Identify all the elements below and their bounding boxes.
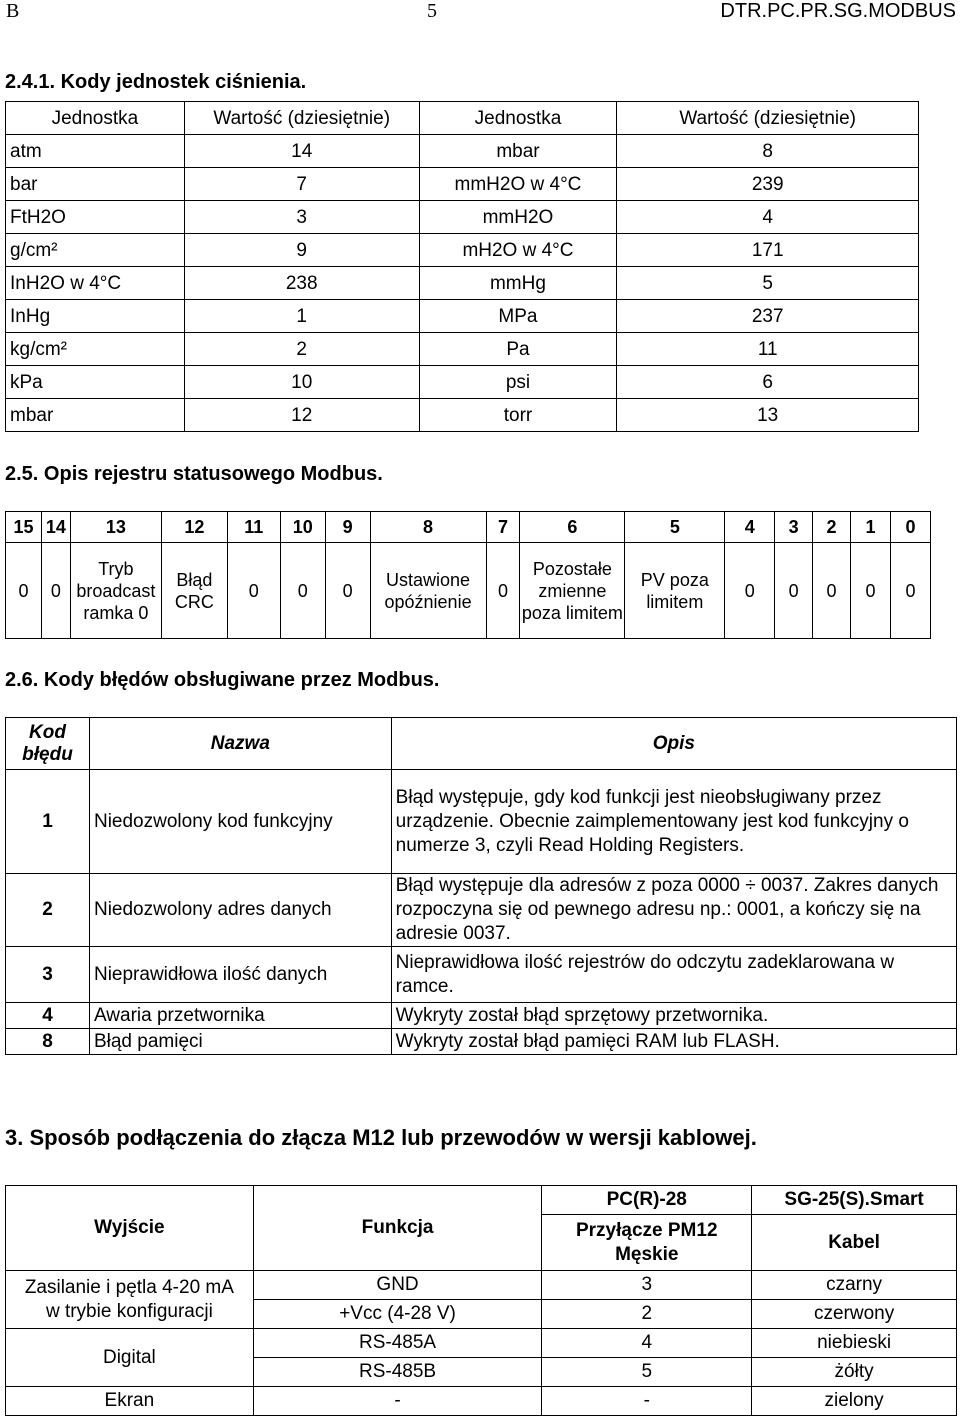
table-row <box>6 168 919 201</box>
error-code: 1 <box>6 770 90 874</box>
unit-cell: mbar <box>6 399 185 432</box>
function-cell: RS-485B <box>253 1358 542 1387</box>
table-row <box>6 874 957 947</box>
unit-cell: mmH2O <box>419 201 617 234</box>
bit-number: 14 <box>41 512 70 543</box>
value-cell: 239 <box>617 168 919 201</box>
value-cell: 10 <box>184 366 419 399</box>
value-cell: 6 <box>617 366 919 399</box>
col-header-name: Nazwa <box>89 718 391 770</box>
bit-value: Błąd CRC <box>161 543 227 639</box>
section-title-2-5: 2.5. Opis rejestru statusowego Modbus. <box>5 463 383 485</box>
status-register-table <box>5 511 931 639</box>
function-cell: GND <box>253 1271 542 1300</box>
unit-cell: psi <box>419 366 617 399</box>
col-header-output: Wyjście <box>6 1186 254 1271</box>
m12-connection-table <box>5 1185 957 1416</box>
value-cell: 171 <box>617 234 919 267</box>
bit-value: 0 <box>725 543 775 639</box>
pin-cell: 3 <box>542 1271 752 1300</box>
bit-number: 9 <box>325 512 370 543</box>
value-cell: 3 <box>184 201 419 234</box>
value-cell: 11 <box>617 333 919 366</box>
value-cell: 238 <box>184 267 419 300</box>
bit-number: 12 <box>161 512 227 543</box>
error-name: Błąd pamięci <box>89 1029 391 1055</box>
bit-value: 0 <box>280 543 325 639</box>
pin-cell: 5 <box>542 1358 752 1387</box>
table-row <box>6 333 919 366</box>
group-digital: Digital <box>6 1329 254 1387</box>
error-name: Nieprawidłowa ilość danych <box>89 947 391 1003</box>
cable-cell: zielony <box>752 1387 957 1416</box>
col-header-sg: SG-25(S).Smart <box>752 1186 957 1215</box>
unit-cell: kPa <box>6 366 185 399</box>
unit-cell: kg/cm² <box>6 333 185 366</box>
bit-number: 3 <box>775 512 813 543</box>
bit-number: 8 <box>370 512 486 543</box>
table-row <box>6 135 919 168</box>
cable-cell: niebieski <box>752 1329 957 1358</box>
unit-cell: mmHg <box>419 267 617 300</box>
error-description: Nieprawidłowa ilość rejestrów do odczytu zadeklarowana w ramce. <box>391 947 956 1003</box>
value-cell: 2 <box>184 333 419 366</box>
col-header: Jednostka <box>6 102 185 135</box>
col-header: Wartość (dziesiętnie) <box>617 102 919 135</box>
table-row <box>6 770 957 874</box>
bit-value: PV poza limitem <box>625 543 725 639</box>
value-cell: 237 <box>617 300 919 333</box>
bit-value: 0 <box>227 543 280 639</box>
bit-value: 0 <box>6 543 42 639</box>
bit-value: 0 <box>41 543 70 639</box>
cable-cell: czarny <box>752 1271 957 1300</box>
unit-cell: MPa <box>419 300 617 333</box>
value-cell: 5 <box>617 267 919 300</box>
bit-number: 13 <box>70 512 161 543</box>
bit-number: 5 <box>625 512 725 543</box>
value-cell: 1 <box>184 300 419 333</box>
error-description: Wykryty został błąd sprzętowy przetwornika. <box>391 1003 956 1029</box>
bit-number: 2 <box>813 512 851 543</box>
document-code: DTR.PC.PR.SG.MODBUS <box>720 0 956 22</box>
unit-cell: g/cm² <box>6 234 185 267</box>
unit-cell: torr <box>419 399 617 432</box>
bit-value: 0 <box>813 543 851 639</box>
bit-number: 4 <box>725 512 775 543</box>
col-subheader-pc: Przyłącze PM12 Męskie <box>542 1215 752 1271</box>
table-row <box>6 366 919 399</box>
bit-value: Tryb broadcast ramka 0 <box>70 543 161 639</box>
error-name: Awaria przetwornika <box>89 1003 391 1029</box>
bit-number: 15 <box>6 512 42 543</box>
unit-cell: mbar <box>419 135 617 168</box>
table-row <box>6 267 919 300</box>
error-name: Niedozwolony kod funkcyjny <box>89 770 391 874</box>
unit-cell: mmH2O w 4°C <box>419 168 617 201</box>
bit-value: Pozostałe zmienne poza limitem <box>520 543 625 639</box>
table-row <box>6 234 919 267</box>
section-title-2-4-1: 2.4.1. Kody jednostek ciśnienia. <box>5 71 307 93</box>
error-description: Błąd występuje dla adresów z poza 0000 ÷ 0037. Zakres danych rozpoczyna się od pewnego adresu np.: 0001, a kończy się na adresie 0037. <box>391 874 956 947</box>
pin-cell: - <box>542 1387 752 1416</box>
page-number: 5 <box>427 0 437 22</box>
bit-value: 0 <box>486 543 520 639</box>
unit-cell: InH2O w 4°C <box>6 267 185 300</box>
col-header-function: Funkcja <box>253 1186 542 1271</box>
table-row <box>6 300 919 333</box>
error-description: Wykryty został błąd pamięci RAM lub FLASH. <box>391 1029 956 1055</box>
table-row <box>6 947 957 1003</box>
bit-value: 0 <box>325 543 370 639</box>
pin-cell: 4 <box>542 1329 752 1358</box>
bit-value: 0 <box>851 543 891 639</box>
unit-cell: mH2O w 4°C <box>419 234 617 267</box>
modbus-error-codes-table <box>5 717 957 1055</box>
section-title-2-6: 2.6. Kody błędów obsługiwane przez Modbus. <box>5 669 440 691</box>
table-row <box>6 1003 957 1029</box>
section-title-3: 3. Sposób podłączenia do złącza M12 lub przewodów w wersji kablowej. <box>5 1125 757 1150</box>
col-header-desc: Opis <box>391 718 956 770</box>
bit-value: 0 <box>775 543 813 639</box>
bit-number: 6 <box>520 512 625 543</box>
value-cell: 12 <box>184 399 419 432</box>
unit-cell: InHg <box>6 300 185 333</box>
value-cell: 14 <box>184 135 419 168</box>
pressure-units-table <box>5 101 919 432</box>
group-power: Zasilanie i pętla 4-20 mA w trybie konfiguracji <box>6 1271 254 1329</box>
unit-cell: atm <box>6 135 185 168</box>
col-header: Wartość (dziesiętnie) <box>184 102 419 135</box>
unit-cell: bar <box>6 168 185 201</box>
col-header-code: Kod błędu <box>6 718 90 770</box>
cable-cell: czerwony <box>752 1300 957 1329</box>
col-header: Jednostka <box>419 102 617 135</box>
bit-number: 7 <box>486 512 520 543</box>
value-cell: 7 <box>184 168 419 201</box>
value-cell: 9 <box>184 234 419 267</box>
table-row <box>6 399 919 432</box>
page-header <box>0 0 960 28</box>
bit-number: 10 <box>280 512 325 543</box>
error-description: Błąd występuje, gdy kod funkcji jest nieobsługiwany przez urządzenie. Obecnie zaimplementowany jest kod funkcyjny o numerze 3, czyli Read Holding Registers. <box>391 770 956 874</box>
cable-cell: żółty <box>752 1358 957 1387</box>
error-code: 3 <box>6 947 90 1003</box>
bit-value: 0 <box>890 543 930 639</box>
pin-cell: 2 <box>542 1300 752 1329</box>
bit-number: 0 <box>890 512 930 543</box>
function-cell: +Vcc (4-28 V) <box>253 1300 542 1329</box>
error-code: 4 <box>6 1003 90 1029</box>
bit-number: 1 <box>851 512 891 543</box>
unit-cell: Pa <box>419 333 617 366</box>
table-row <box>6 201 919 234</box>
function-cell: - <box>253 1387 542 1416</box>
unit-cell: FtH2O <box>6 201 185 234</box>
value-cell: 4 <box>617 201 919 234</box>
table-row <box>6 1029 957 1055</box>
error-code: 2 <box>6 874 90 947</box>
col-header-pc: PC(R)-28 <box>542 1186 752 1215</box>
function-cell: RS-485A <box>253 1329 542 1358</box>
error-name: Niedozwolony adres danych <box>89 874 391 947</box>
bit-number: 11 <box>227 512 280 543</box>
group-screen: Ekran <box>6 1387 254 1416</box>
value-cell: 13 <box>617 399 919 432</box>
header-left: B <box>6 0 20 22</box>
col-subheader-sg: Kabel <box>752 1215 957 1271</box>
value-cell: 8 <box>617 135 919 168</box>
bit-value: Ustawione opóźnienie <box>370 543 486 639</box>
error-code: 8 <box>6 1029 90 1055</box>
